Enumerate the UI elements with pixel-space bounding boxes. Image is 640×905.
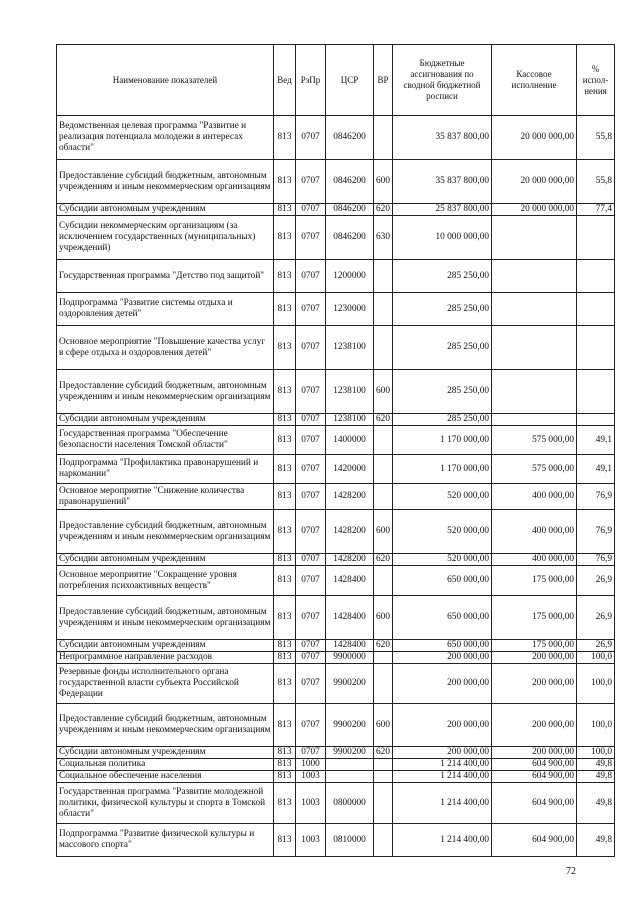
cell-vr: 620	[374, 640, 393, 652]
cell-vr	[374, 771, 393, 783]
cell-cash: 20 000 000,00	[492, 116, 577, 160]
cell-rzpr: 0707	[296, 554, 326, 566]
cell-name: Основное мероприятие "Повышение качества услуг в сфере отдыха и оздоровления детей"	[57, 326, 274, 370]
table-row	[57, 260, 615, 293]
cell-pct: 100,0	[577, 704, 615, 747]
table-row	[57, 566, 615, 596]
cell-vr	[374, 293, 393, 326]
cell-vr: 620	[374, 204, 393, 216]
cell-pct	[577, 260, 615, 293]
cell-rzpr: 0707	[296, 455, 326, 484]
cell-vr	[374, 824, 393, 857]
cell-pct: 49,8	[577, 824, 615, 857]
cell-csr: 1238100	[326, 326, 374, 370]
cell-pct	[577, 370, 615, 414]
cell-budget: 285 250,00	[393, 414, 492, 426]
cell-budget: 650 000,00	[393, 640, 492, 652]
cell-vr	[374, 426, 393, 455]
cell-cash: 604 900,00	[492, 783, 577, 824]
cell-cash: 200 000,00	[492, 747, 577, 759]
cell-name: Субсидии автономным учреждениям	[57, 747, 274, 759]
cell-budget: 650 000,00	[393, 566, 492, 596]
cell-name: Подпрограмма "Развитие физической культуры и массового спорта"	[57, 824, 274, 857]
cell-rzpr: 0707	[296, 484, 326, 510]
table-row	[57, 370, 615, 414]
table-row	[57, 704, 615, 747]
cell-ved: 813	[274, 426, 296, 455]
cell-ved: 813	[274, 824, 296, 857]
cell-rzpr: 0707	[296, 426, 326, 455]
cell-cash	[492, 293, 577, 326]
table-row	[57, 554, 615, 566]
table-row	[57, 204, 615, 216]
cell-vr	[374, 652, 393, 664]
cell-ved: 813	[274, 484, 296, 510]
cell-ved: 813	[274, 747, 296, 759]
cell-name: Субсидии автономным учреждениям	[57, 554, 274, 566]
cell-ved: 813	[274, 260, 296, 293]
cell-name: Субсидии автономным учреждениям	[57, 204, 274, 216]
cell-vr: 600	[374, 510, 393, 554]
cell-name: Резервные фонды исполнительного органа государственной власти субъекта Российской Федерации	[57, 664, 274, 704]
cell-cash: 604 900,00	[492, 759, 577, 771]
cell-name: Предоставление субсидий бюджетным, автономным учреждениям и иным некоммерческим организациям	[57, 510, 274, 554]
cell-pct: 76,9	[577, 484, 615, 510]
cell-name: Непрограммное направление расходов	[57, 652, 274, 664]
header-cash: Кассовое исполнение	[492, 45, 577, 116]
cell-rzpr: 0707	[296, 596, 326, 640]
cell-pct: 49,8	[577, 759, 615, 771]
cell-pct	[577, 414, 615, 426]
cell-name: Субсидии автономным учреждениям	[57, 640, 274, 652]
cell-name: Основное мероприятие "Снижение количества правонарушений"	[57, 484, 274, 510]
cell-budget: 35 837 800,00	[393, 116, 492, 160]
table-row	[57, 326, 615, 370]
cell-name: Предоставление субсидий бюджетным, автономным учреждениям и иным некоммерческим организациям	[57, 160, 274, 204]
cell-name: Социальное обеспечение населения	[57, 771, 274, 783]
cell-budget: 1 170 000,00	[393, 455, 492, 484]
cell-pct	[577, 326, 615, 370]
cell-name: Субсидии некоммерческим организациям (за исключением государственных (муниципальных) учреждений)	[57, 216, 274, 260]
cell-rzpr: 1003	[296, 771, 326, 783]
cell-ved: 813	[274, 759, 296, 771]
cell-name: Подпрограмма "Развитие системы отдыха и оздоровления детей"	[57, 293, 274, 326]
cell-csr: 0846200	[326, 204, 374, 216]
cell-name: Предоставление субсидий бюджетным, автономным учреждениям и иным некоммерческим организациям	[57, 704, 274, 747]
cell-vr: 620	[374, 747, 393, 759]
cell-csr: 0810000	[326, 824, 374, 857]
cell-cash	[492, 260, 577, 293]
cell-budget: 1 214 400,00	[393, 824, 492, 857]
cell-ved: 813	[274, 566, 296, 596]
cell-budget: 1 214 400,00	[393, 771, 492, 783]
cell-ved: 813	[274, 554, 296, 566]
cell-ved: 813	[274, 370, 296, 414]
table-row	[57, 414, 615, 426]
table-row	[57, 747, 615, 759]
cell-budget: 200 000,00	[393, 664, 492, 704]
table-row	[57, 824, 615, 857]
cell-budget: 1 214 400,00	[393, 783, 492, 824]
cell-ved: 813	[274, 116, 296, 160]
cell-pct: 26,9	[577, 596, 615, 640]
cell-ved: 813	[274, 204, 296, 216]
cell-name: Государственная программа "Детство под защитой"	[57, 260, 274, 293]
cell-ved: 813	[274, 664, 296, 704]
cell-pct: 49,8	[577, 783, 615, 824]
cell-csr: 1428400	[326, 566, 374, 596]
cell-budget: 1 170 000,00	[393, 426, 492, 455]
cell-cash: 200 000,00	[492, 652, 577, 664]
cell-cash: 604 900,00	[492, 824, 577, 857]
cell-rzpr: 0707	[296, 640, 326, 652]
cell-name: Государственная программа "Обеспечение безопасности населения Томской области"	[57, 426, 274, 455]
cell-cash: 400 000,00	[492, 510, 577, 554]
table-row	[57, 484, 615, 510]
cell-rzpr: 1003	[296, 783, 326, 824]
cell-csr: 1400000	[326, 426, 374, 455]
cell-name: Подпрограмма "Профилактика правонарушений и наркомании"	[57, 455, 274, 484]
cell-rzpr: 0707	[296, 664, 326, 704]
cell-pct: 26,9	[577, 640, 615, 652]
cell-csr: 1428400	[326, 640, 374, 652]
table-row	[57, 116, 615, 160]
cell-cash	[492, 326, 577, 370]
table-row	[57, 455, 615, 484]
cell-rzpr: 0707	[296, 116, 326, 160]
cell-cash	[492, 414, 577, 426]
cell-budget: 35 837 800,00	[393, 160, 492, 204]
cell-ved: 813	[274, 783, 296, 824]
table-row	[57, 160, 615, 204]
cell-pct: 49,8	[577, 771, 615, 783]
cell-csr: 1238100	[326, 414, 374, 426]
header-rzpr: РзПр	[296, 45, 326, 116]
cell-csr: 0846200	[326, 216, 374, 260]
table-row	[57, 783, 615, 824]
table-row	[57, 652, 615, 664]
table-row	[57, 510, 615, 554]
cell-rzpr: 1000	[296, 759, 326, 771]
cell-pct: 26,9	[577, 566, 615, 596]
cell-ved: 813	[274, 640, 296, 652]
cell-vr: 620	[374, 554, 393, 566]
cell-cash	[492, 370, 577, 414]
cell-pct: 49,1	[577, 455, 615, 484]
cell-vr: 600	[374, 704, 393, 747]
cell-pct: 100,0	[577, 747, 615, 759]
cell-ved: 813	[274, 326, 296, 370]
cell-csr	[326, 771, 374, 783]
cell-pct: 100,0	[577, 664, 615, 704]
cell-ved: 813	[274, 510, 296, 554]
cell-csr: 1420000	[326, 455, 374, 484]
cell-budget: 650 000,00	[393, 596, 492, 640]
cell-vr: 600	[374, 370, 393, 414]
cell-budget: 520 000,00	[393, 554, 492, 566]
table-body	[57, 116, 615, 857]
cell-rzpr: 0707	[296, 370, 326, 414]
cell-cash	[492, 216, 577, 260]
cell-ved: 813	[274, 293, 296, 326]
cell-vr: 600	[374, 160, 393, 204]
header-name: Наименование показателей	[57, 45, 274, 116]
table-row	[57, 664, 615, 704]
cell-vr	[374, 116, 393, 160]
cell-ved: 813	[274, 455, 296, 484]
header-csr: ЦСР	[326, 45, 374, 116]
header-vr: ВР	[374, 45, 393, 116]
cell-csr: 1428400	[326, 596, 374, 640]
cell-csr: 1200000	[326, 260, 374, 293]
cell-vr	[374, 484, 393, 510]
cell-csr: 1230000	[326, 293, 374, 326]
cell-rzpr: 0707	[296, 510, 326, 554]
cell-pct: 100,0	[577, 652, 615, 664]
cell-ved: 813	[274, 704, 296, 747]
cell-vr	[374, 759, 393, 771]
table-row	[57, 640, 615, 652]
cell-cash: 400 000,00	[492, 484, 577, 510]
cell-csr: 9900200	[326, 747, 374, 759]
cell-cash: 400 000,00	[492, 554, 577, 566]
cell-name: Ведомственная целевая программа "Развитие и реализация потенциала молодежи в интересах области"	[57, 116, 274, 160]
cell-vr	[374, 326, 393, 370]
header-ved: Вед	[274, 45, 296, 116]
cell-rzpr: 0707	[296, 704, 326, 747]
cell-name: Социальная политика	[57, 759, 274, 771]
cell-csr: 1238100	[326, 370, 374, 414]
cell-vr	[374, 783, 393, 824]
cell-rzpr: 0707	[296, 260, 326, 293]
cell-csr: 1428200	[326, 510, 374, 554]
cell-rzpr: 0707	[296, 160, 326, 204]
cell-rzpr: 0707	[296, 652, 326, 664]
cell-rzpr: 0707	[296, 216, 326, 260]
cell-budget: 10 000 000,00	[393, 216, 492, 260]
cell-cash: 575 000,00	[492, 455, 577, 484]
cell-csr: 9900000	[326, 652, 374, 664]
cell-budget: 200 000,00	[393, 652, 492, 664]
table-row	[57, 293, 615, 326]
table-header-row	[57, 45, 615, 116]
cell-rzpr: 0707	[296, 204, 326, 216]
cell-rzpr: 0707	[296, 566, 326, 596]
cell-cash: 175 000,00	[492, 596, 577, 640]
page-number: 72	[566, 866, 576, 877]
cell-csr: 1428200	[326, 554, 374, 566]
cell-name: Предоставление субсидий бюджетным, автономным учреждениям и иным некоммерческим организациям	[57, 596, 274, 640]
cell-csr	[326, 759, 374, 771]
header-pct: % испол-нения	[577, 45, 615, 116]
table-row	[57, 596, 615, 640]
budget-execution-table	[56, 44, 615, 857]
cell-cash: 175 000,00	[492, 640, 577, 652]
cell-cash: 200 000,00	[492, 704, 577, 747]
table-row	[57, 771, 615, 783]
cell-budget: 520 000,00	[393, 484, 492, 510]
cell-ved: 813	[274, 771, 296, 783]
cell-csr: 9900200	[326, 704, 374, 747]
cell-budget: 285 250,00	[393, 293, 492, 326]
cell-pct	[577, 216, 615, 260]
cell-vr: 620	[374, 414, 393, 426]
cell-cash: 20 000 000,00	[492, 204, 577, 216]
cell-vr	[374, 566, 393, 596]
cell-budget: 200 000,00	[393, 747, 492, 759]
cell-rzpr: 0707	[296, 747, 326, 759]
cell-name: Государственная программа "Развитие молодежной политики, физической культуры и спорта в Томской области"	[57, 783, 274, 824]
cell-pct	[577, 293, 615, 326]
cell-csr: 9900200	[326, 664, 374, 704]
cell-budget: 200 000,00	[393, 704, 492, 747]
cell-csr: 0846200	[326, 160, 374, 204]
cell-budget: 1 214 400,00	[393, 759, 492, 771]
cell-budget: 520 000,00	[393, 510, 492, 554]
cell-vr: 630	[374, 216, 393, 260]
cell-csr: 0846200	[326, 116, 374, 160]
cell-vr: 600	[374, 596, 393, 640]
table-row	[57, 216, 615, 260]
cell-budget: 285 250,00	[393, 326, 492, 370]
cell-vr	[374, 664, 393, 704]
header-budget: Бюджетные ассигнования по сводной бюджетной росписи	[393, 45, 492, 116]
cell-name: Предоставление субсидий бюджетным, автономным учреждениям и иным некоммерческим организациям	[57, 370, 274, 414]
cell-pct: 76,9	[577, 510, 615, 554]
cell-budget: 285 250,00	[393, 260, 492, 293]
cell-pct: 49,1	[577, 426, 615, 455]
cell-rzpr: 1003	[296, 824, 326, 857]
cell-pct: 77,4	[577, 204, 615, 216]
cell-csr: 0800000	[326, 783, 374, 824]
cell-csr: 1428200	[326, 484, 374, 510]
cell-ved: 813	[274, 596, 296, 640]
cell-budget: 25 837 800,00	[393, 204, 492, 216]
cell-rzpr: 0707	[296, 293, 326, 326]
cell-cash: 175 000,00	[492, 566, 577, 596]
cell-pct: 55,8	[577, 160, 615, 204]
cell-rzpr: 0707	[296, 326, 326, 370]
cell-ved: 813	[274, 414, 296, 426]
cell-vr	[374, 455, 393, 484]
table-row	[57, 426, 615, 455]
cell-cash: 200 000,00	[492, 664, 577, 704]
cell-cash: 20 000 000,00	[492, 160, 577, 204]
cell-vr	[374, 260, 393, 293]
cell-name: Основное мероприятие "Сокращение уровня потребления психоактивных веществ"	[57, 566, 274, 596]
cell-ved: 813	[274, 216, 296, 260]
cell-cash: 604 900,00	[492, 771, 577, 783]
cell-rzpr: 0707	[296, 414, 326, 426]
cell-name: Субсидии автономным учреждениям	[57, 414, 274, 426]
table-row	[57, 759, 615, 771]
cell-pct: 55,8	[577, 116, 615, 160]
cell-ved: 813	[274, 652, 296, 664]
cell-ved: 813	[274, 160, 296, 204]
cell-cash: 575 000,00	[492, 426, 577, 455]
cell-budget: 285 250,00	[393, 370, 492, 414]
cell-pct: 76,9	[577, 554, 615, 566]
